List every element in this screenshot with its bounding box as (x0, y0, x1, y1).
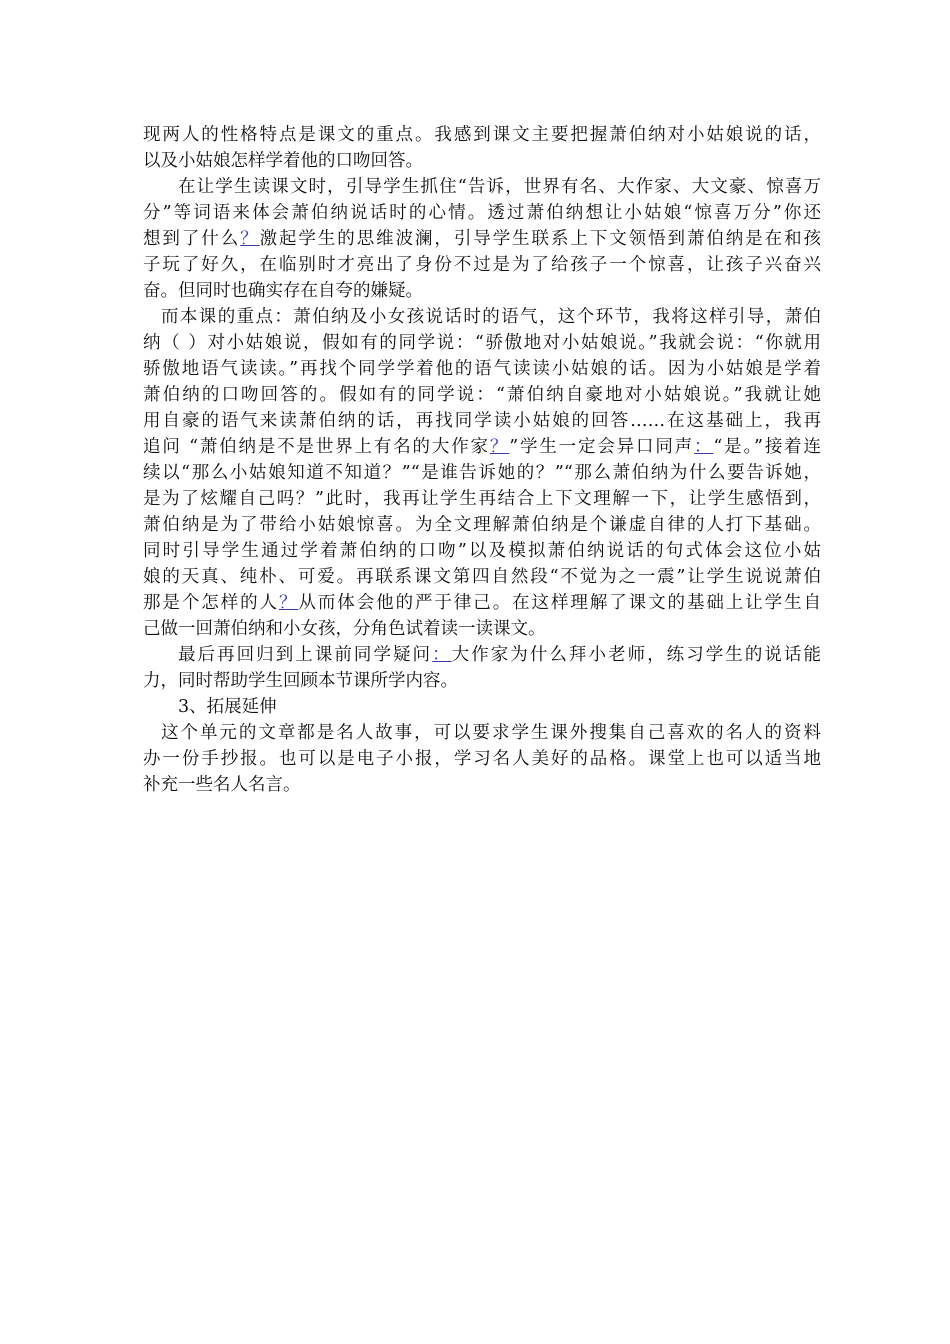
text-line: 纳（ ）对小姑娘说，假如有的同学说：“骄傲地对小姑娘说。”我就会说：“你就用 (143, 333, 821, 353)
text-line: 补充一些名人名言。 (143, 775, 301, 795)
text-line: 用自豪的语气来读萧伯纳的话，再找同学读小姑娘的回答……在这基础上，我再 (143, 411, 821, 431)
underlined-mark: ： (432, 645, 452, 665)
text-line: 想到了什么？激起学生的思维波澜，引导学生联系上下文领悟到萧伯纳是在和孩 (143, 229, 822, 249)
text-line: 子玩了好久，在临别时才亮出了身份不过是为了给孩子一个惊喜，让孩子兴奋兴 (143, 255, 821, 275)
text-line: 办一份手抄报。也可以是电子小报，学习名人美好的品格。课堂上也可以适当地 (143, 749, 821, 769)
text-line: 以及小姑娘怎样学着他的口吻回答。 (143, 151, 423, 171)
underlined-mark: ： (694, 437, 714, 457)
text-line: 萧伯纳是为了带给小姑娘惊喜。为全文理解萧伯纳是个谦虚自律的人打下基础。 (143, 515, 821, 535)
text-line: 在让学生读课文时，引导学生抓住“告诉，世界有名、大作家、大文豪、惊喜万 (178, 177, 821, 197)
paragraph-5 (143, 720, 821, 798)
paragraph-4 (143, 642, 821, 694)
text-line: 追问 “萧伯纳是不是世界上有名的大作家？”学生一定会异口同声：“是。”接着连 (143, 437, 822, 457)
text-line: 骄傲地语气读读。”再找个同学学着他的语气读读小姑娘的话。因为小姑娘是学着 (143, 359, 821, 379)
text-line: 萧伯纳的口吻回答的。假如有的同学说：“萧伯纳自豪地对小姑娘说。”我就让她 (143, 385, 821, 405)
underlined-mark: ？ (240, 229, 260, 249)
text-line: 而本课的重点：萧伯纳及小女孩说话时的语气，这个环节，我将这样引导，萧伯 (161, 307, 821, 327)
text-line: 娘的天真、纯朴、可爱。再联系课文第四自然段“不觉为之一震”让学生说说萧伯 (143, 567, 821, 587)
text-line: 最后再回归到上课前同学疑问：大作家为什么拜小老师，练习学生的说话能 (178, 645, 821, 665)
text-line: 这个单元的文章都是名人故事，可以要求学生课外搜集自己喜欢的名人的资料 (161, 723, 821, 743)
underlined-mark: ？ (279, 593, 299, 613)
text-line: 是为了炫耀自己吗？”此时，我再让学生再结合上下文理解一下，让学生感悟到， (143, 489, 821, 509)
text-line: 现两人的性格特点是课文的重点。我感到课文主要把握萧伯纳对小姑娘说的话， (143, 125, 821, 145)
section-heading (143, 694, 821, 720)
text-line: 那是个怎样的人？从而体会他的严于律己。在这样理解了课文的基础上让学生自 (143, 593, 822, 613)
document-body (143, 122, 821, 798)
text-line: 续以“那么小姑娘知道不知道？”“是谁告诉她的？”“那么萧伯纳为什么要告诉她， (143, 463, 821, 483)
text-line: 3、拓展延伸 (178, 697, 277, 717)
text-line: 分”等词语来体会萧伯纳说话时的心情。透过萧伯纳想让小姑娘“惊喜万分”你还 (143, 203, 821, 223)
text-line: 同时引导学生通过学着萧伯纳的口吻”以及模拟萧伯纳说话的句式体会这位小姑 (143, 541, 821, 561)
text-line: 己做一回萧伯纳和小女孩，分角色试着读一读课文。 (143, 619, 546, 639)
paragraph-1 (143, 122, 821, 174)
text-line: 力，同时帮助学生回顾本节课所学内容。 (143, 671, 458, 691)
paragraph-3 (143, 304, 821, 642)
underlined-mark: ？ (489, 437, 510, 457)
paragraph-2 (143, 174, 821, 304)
text-line: 奋。但同时也确实存在自夸的嫌疑。 (143, 281, 423, 301)
